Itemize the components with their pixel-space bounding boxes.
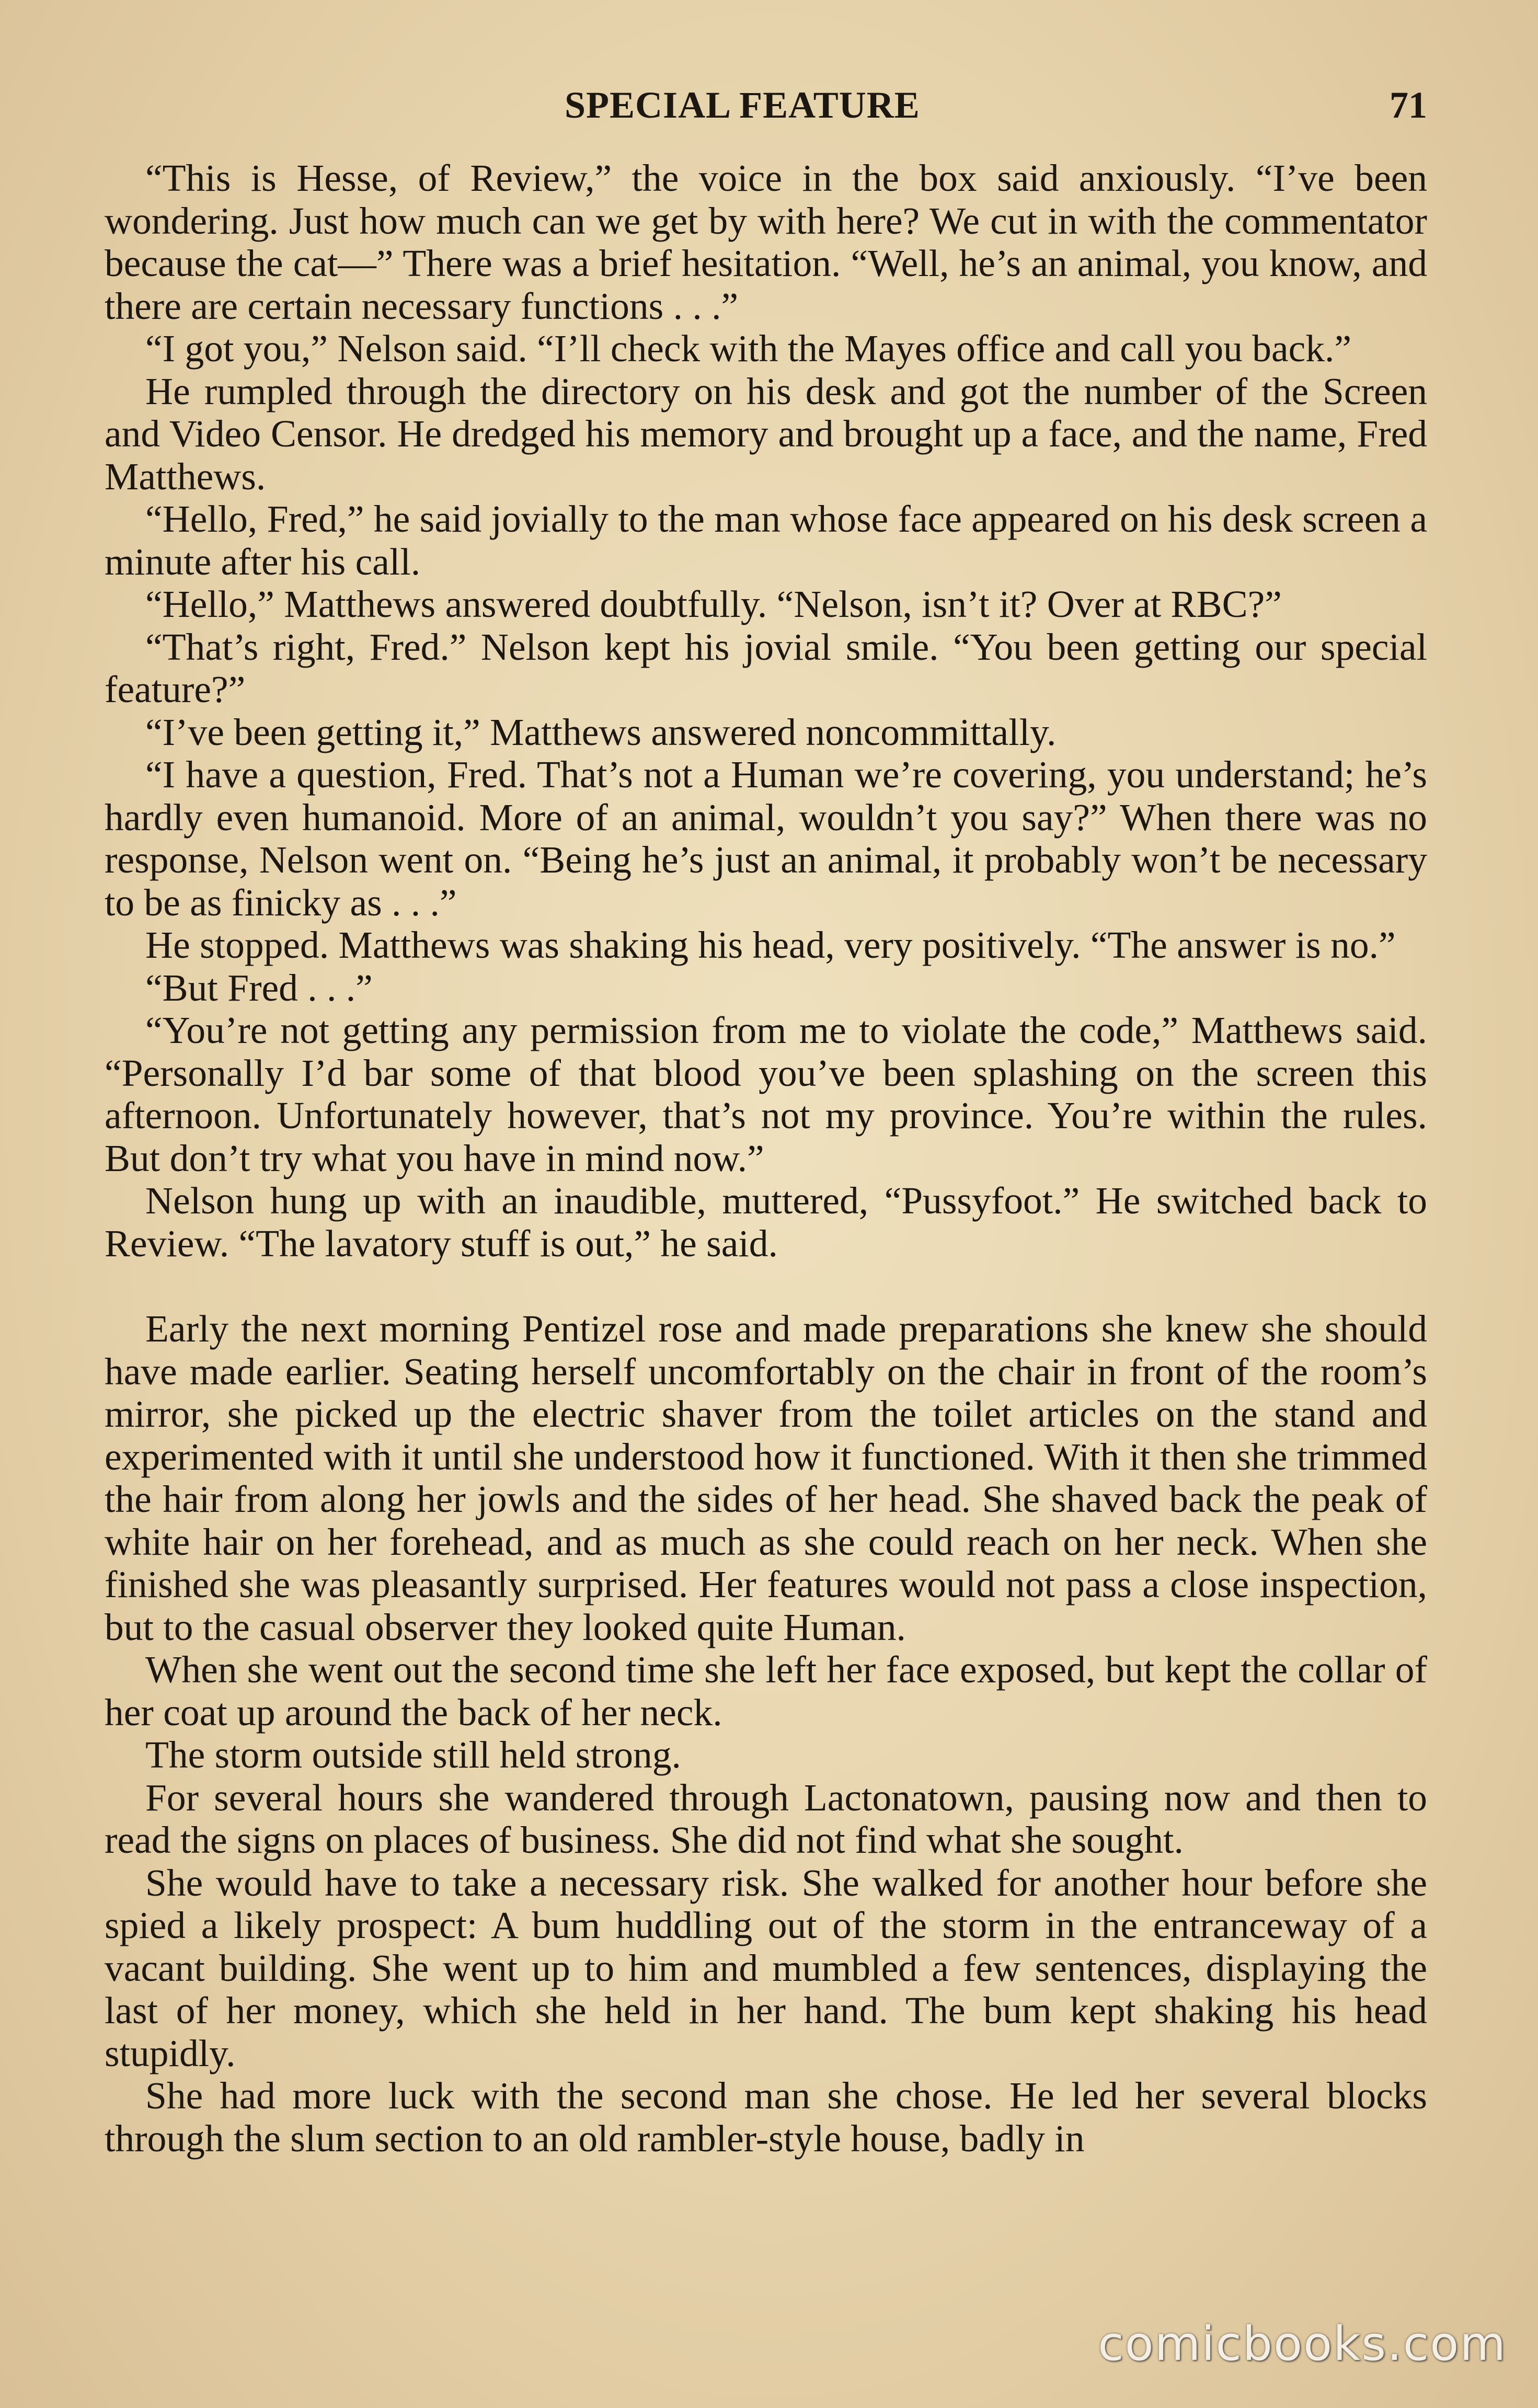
paragraph: “But Fred . . .” [145, 966, 373, 1009]
paragraph: Nelson hung up with an inaudible, muttered, “Pussyfoot.” He switched back to Review. “The lavatory stuff is out,” he said. [105, 1179, 1427, 1265]
paragraph: “Hello,” Matthews answered doubtfully. “Nelson, isn’t it? Over at RBC?” [145, 583, 1282, 625]
paragraph: He rumpled through the directory on his desk and got the number of the Screen and Video Censor. He dredged his memory and brought up a face, and the name, Fred Matthews. [105, 370, 1427, 498]
paragraph: She had more luck with the second man she chose. He led her several blocks through the slum section to an old rambler-style house, badly in [105, 2074, 1427, 2160]
paragraph: “I got you,” Nelson said. “I’ll check with the Mayes office and call you back.” [145, 327, 1351, 370]
paragraph: “Hello, Fred,” he said jovially to the man whose face appeared on his desk screen a minute after his call. [105, 498, 1427, 583]
section-break [105, 1265, 1427, 1308]
watermark: comicbooks.com [1098, 2317, 1507, 2371]
paragraph: For several hours she wandered through Lactonatown, pausing now and then to read the signs on places of business. She did not find what she sought. [105, 1776, 1427, 1861]
page-header [110, 84, 1427, 136]
paragraph: Early the next morning Pentizel rose and made preparations she knew she should have made earlier. Seating herself uncomfortably on the chair in front of the room’s mirror, she picked up the electric shaver from the toilet articles on the stand and experimented with it until she understood how it functioned. With it then she trimmed the hair from along her jowls and the sides of her head. She shaved back the peak of white hair on her forehead, and as much as she could reach on her neck. When she finished she was pleasantly surprised. Her features would not pass a close inspection, but to the casual observer they looked quite Human. [105, 1308, 1427, 1648]
paragraph: “I’ve been getting it,” Matthews answered noncommittally. [145, 710, 1057, 753]
paragraph: “I have a question, Fred. That’s not a Human we’re covering, you understand; he’s hardly even humanoid. More of an animal, wouldn’t you say?” When there was no response, Nelson went on. “Being he’s just an animal, it probably won’t be necessary to be as finicky as . . .” [105, 753, 1427, 924]
page-number: 71 [1390, 84, 1427, 126]
running-head: SPECIAL FEATURE [565, 84, 920, 126]
paragraph: He stopped. Matthews was shaking his head, very positively. “The answer is no.” [145, 924, 1396, 966]
paragraph: She would have to take a necessary risk. She walked for another hour before she spied a likely prospect: A bum huddling out of the storm in the entranceway of a vacant building. She went up to him and mumbled a few sentences, displaying the last of her money, which she held in her hand. The bum kept shaking his head stupidly. [105, 1861, 1427, 2074]
paragraph: The storm outside still held strong. [145, 1734, 681, 1776]
paragraph: When she went out the second time she left her face exposed, but kept the collar of her coat up around the back of her neck. [105, 1648, 1427, 1734]
paragraph: “This is Hesse, of Review,” the voice in the box said anxiously. “I’ve been wondering. Just how much can we get by with here? We cut in with the commentator because the cat—” There was a brief hesitation. “Well, he’s an animal, you know, and there are certain necessary functions . . .” [105, 157, 1427, 327]
paragraph: “You’re not getting any permission from me to violate the code,” Matthews said. “Personally I’d bar some of that blood you’ve been splashing on the screen this afternoon. Unfortunately however, that’s not my province. You’re within the rules. But don’t try what you have in mind now.” [105, 1009, 1427, 1179]
text-column [105, 157, 1427, 2160]
paragraph: “That’s right, Fred.” Nelson kept his jovial smile. “You been getting our special feature?” [105, 625, 1427, 710]
